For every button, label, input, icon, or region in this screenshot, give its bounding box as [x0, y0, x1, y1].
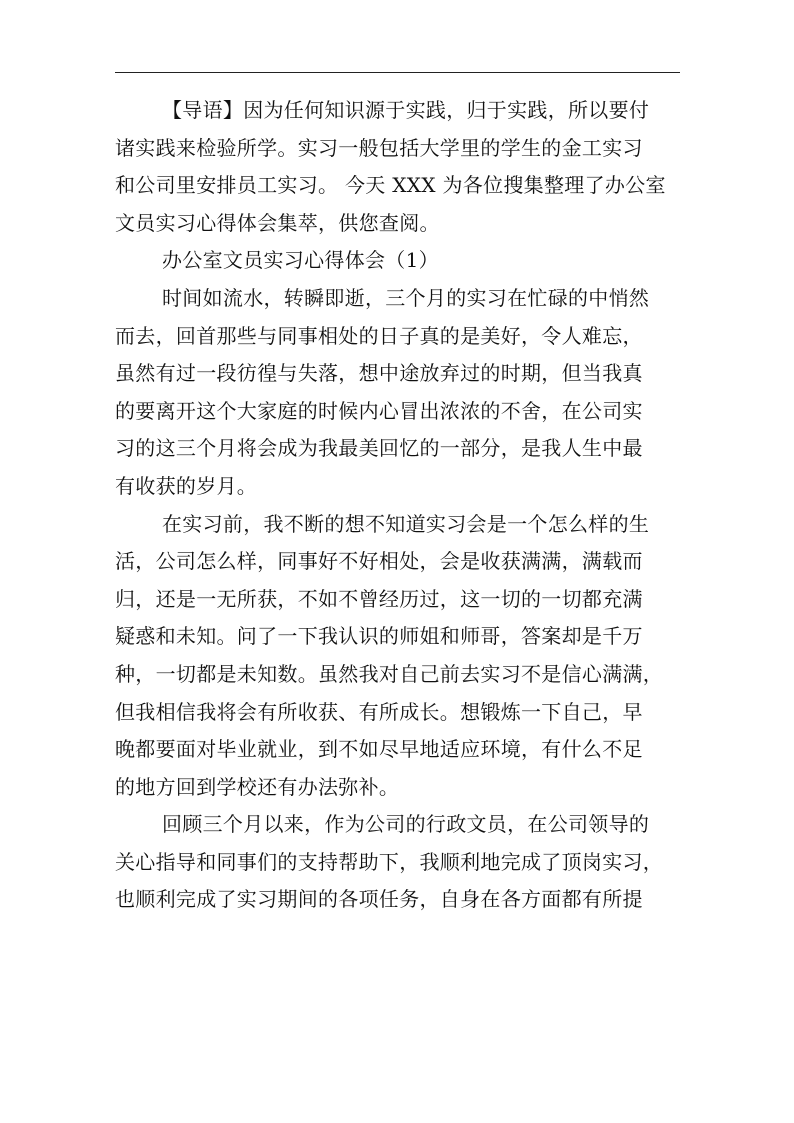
text-line: 【导语】因为任何知识源于实践，归于实践，所以要付 — [162, 98, 650, 122]
document-body — [115, 92, 680, 919]
text-line: 回顾三个月以来，作为公司的行政文员，在公司领导的 — [162, 812, 650, 837]
text-line: 关心指导和同事们的支持帮助下，我顺利地完成了顶岗实习， — [115, 849, 664, 874]
text-line: 而去，回首那些与同事相处的日子真的是美好，令人难忘， — [115, 323, 643, 348]
text-line: 活，公司怎么样，同事好不好相处，会是收获满满，满载而 — [115, 549, 643, 574]
text-line: 晚都要面对毕业就业，到不如尽早地适应环境，有什么不足 — [115, 737, 643, 762]
text-line: 的要离开这个大家庭的时候内心冒出浓浓的不舍，在公司实 — [115, 398, 643, 423]
intro-paragraph — [115, 92, 680, 242]
text-line: 文员实习心得体会集萃，供您查阅。 — [115, 210, 440, 235]
header-rule — [115, 72, 680, 73]
body-paragraph — [115, 806, 680, 919]
text-line: 种，一切都是未知数。虽然我对自己前去实习不是信心满满， — [115, 661, 664, 686]
text-line: 在实习前，我不断的想不知道实习会是一个怎么样的生 — [162, 511, 650, 536]
section-heading — [115, 242, 680, 280]
text-line: 虽然有过一段彷徨与失落，想中途放弃过的时期，但当我真 — [115, 361, 643, 386]
text-line: 习的这三个月将会成为我最美回忆的一部分，是我人生中最 — [115, 436, 643, 461]
text-line: 时间如流水，转瞬即逝，三个月的实习在忙碌的中悄然 — [162, 285, 650, 310]
text-line: 诸实践来检验所学。实习一般包括大学里的学生的金工实习 — [115, 135, 643, 160]
text-line: 也顺利完成了实习期间的各项任务，自身在各方面都有所提 — [115, 887, 643, 912]
text-line: 有收获的岁月。 — [115, 473, 258, 498]
section-title: 办公室文员实习心得体会（1） — [162, 248, 439, 273]
body-paragraph — [115, 280, 680, 506]
body-paragraph — [115, 506, 680, 807]
text-line: 和公司里安排员工实习。 今天 XXX 为各位搜集整理了办公室 — [115, 173, 666, 198]
text-line: 归，还是一无所获，不如不曾经历过，这一切的一切都充满 — [115, 586, 643, 611]
text-line: 的地方回到学校还有办法弥补。 — [115, 774, 400, 799]
text-line: 疑惑和未知。问了一下我认识的师姐和师哥，答案却是千万 — [115, 624, 643, 649]
text-line: 但我相信我将会有所收获、有所成长。想锻炼一下自己，早 — [115, 699, 643, 724]
